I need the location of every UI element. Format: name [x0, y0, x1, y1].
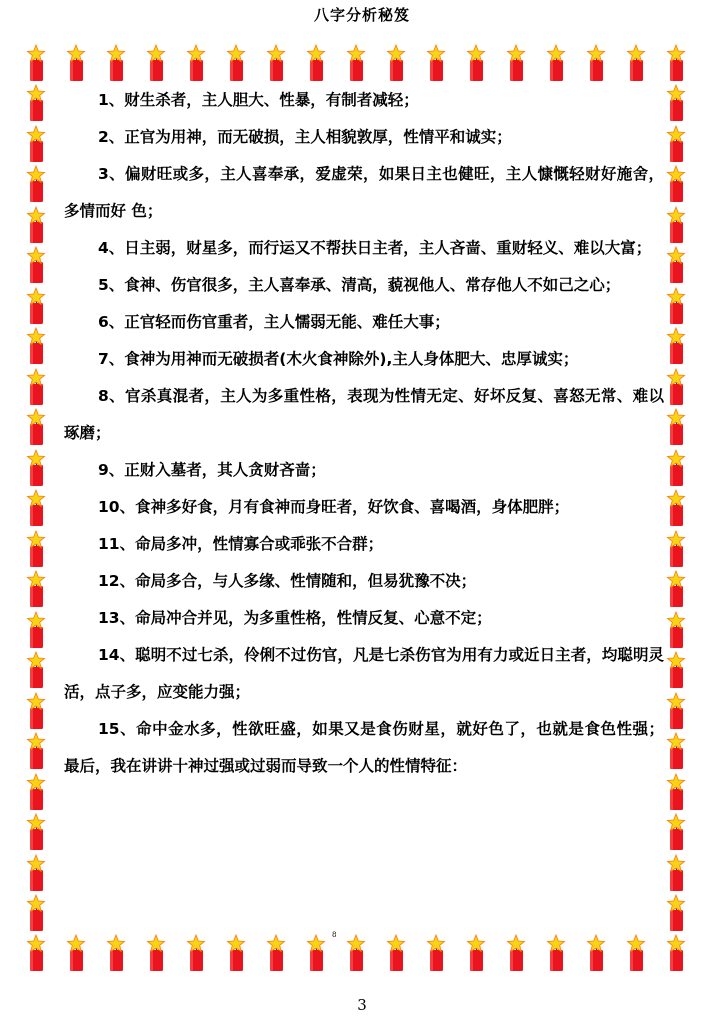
candle-with-star-icon — [662, 287, 690, 325]
candle-with-star-icon — [22, 246, 50, 284]
candle-with-star-icon — [22, 287, 50, 325]
candle-with-star-icon — [542, 934, 570, 972]
candle-with-star-icon — [102, 934, 130, 972]
candle-with-star-icon — [662, 570, 690, 608]
candle-with-star-icon — [22, 934, 50, 972]
paragraph-13: 13、命局冲合并见，为多重性格，性情反复、心意不定； — [98, 609, 492, 627]
candle-with-star-icon — [22, 44, 50, 82]
candle-with-star-icon — [582, 44, 610, 82]
paragraph-3: 3、偏财旺或多，主人喜奉承，爱虚荣，如果日主也健旺，主人慷慨轻财好施舍，多情而好 色； — [64, 165, 664, 220]
candle-with-star-icon — [422, 44, 450, 82]
candle-with-star-icon — [262, 44, 290, 82]
candle-with-star-icon — [182, 44, 210, 82]
candle-with-star-icon — [22, 894, 50, 932]
candle-with-star-icon — [662, 530, 690, 568]
candle-with-star-icon — [662, 125, 690, 163]
candle-with-star-icon — [662, 611, 690, 649]
paragraph-4: 4、日主弱，财星多，而行运又不帮扶日主者，主人吝啬、重财轻义、难以大富； — [98, 239, 652, 257]
candle-with-star-icon — [22, 530, 50, 568]
candle-with-star-icon — [22, 732, 50, 770]
candle-with-star-icon — [662, 773, 690, 811]
candle-with-star-icon — [22, 327, 50, 365]
paragraph-2: 2、正官为用神，而无破损，主人相貌敦厚，性情平和诚实； — [98, 128, 512, 146]
candle-with-star-icon — [662, 84, 690, 122]
candle-with-star-icon — [22, 125, 50, 163]
candle-with-star-icon — [662, 732, 690, 770]
paragraph-9: 9、正财入墓者，其人贪财吝啬； — [98, 461, 326, 479]
candle-with-star-icon — [662, 206, 690, 244]
candle-with-star-icon — [22, 611, 50, 649]
candle-with-star-icon — [22, 813, 50, 851]
candle-with-star-icon — [422, 934, 450, 972]
candle-with-star-icon — [662, 651, 690, 689]
candle-with-star-icon — [662, 489, 690, 527]
paragraph-1: 1、财生杀者，主人胆大、性暴，有制者减轻； — [98, 91, 419, 109]
candle-with-star-icon — [142, 44, 170, 82]
candle-with-star-icon — [662, 44, 690, 82]
candle-with-star-icon — [22, 206, 50, 244]
candle-with-star-icon — [22, 651, 50, 689]
footnote-mark: 8 — [332, 931, 337, 939]
paragraph-15: 15、命中金水多，性欲旺盛，如果又是食伤财星，就好色了，也就是食色性强； 最后，我在讲讲十神过强或过弱而导致一个人的性情特征： — [64, 720, 664, 775]
candle-with-star-icon — [662, 165, 690, 203]
candle-with-star-icon — [22, 773, 50, 811]
paragraph-5: 5、食神、伤官很多，主人喜奉承、清高，藐视他人、常存他人不如己之心； — [98, 276, 621, 294]
candle-with-star-icon — [382, 934, 410, 972]
paragraph-6: 6、正官轻而伤官重者，主人懦弱无能、难任大事； — [98, 313, 450, 331]
candle-with-star-icon — [662, 934, 690, 972]
document-body — [64, 82, 664, 785]
candle-with-star-icon — [22, 408, 50, 446]
candle-with-star-icon — [222, 934, 250, 972]
candle-with-star-icon — [662, 368, 690, 406]
candle-with-star-icon — [102, 44, 130, 82]
candle-with-star-icon — [22, 489, 50, 527]
candle-with-star-icon — [342, 934, 370, 972]
candle-with-star-icon — [22, 570, 50, 608]
candle-with-star-icon — [662, 327, 690, 365]
candle-with-star-icon — [662, 813, 690, 851]
candle-with-star-icon — [622, 44, 650, 82]
candle-with-star-icon — [62, 44, 90, 82]
candle-with-star-icon — [262, 934, 290, 972]
candle-with-star-icon — [222, 44, 250, 82]
candle-with-star-icon — [662, 692, 690, 730]
candle-with-star-icon — [22, 692, 50, 730]
candle-with-star-icon — [462, 934, 490, 972]
paragraph-14: 14、聪明不过七杀，伶俐不过伤官，凡是七杀伤官为用有力或近日主者，均聪明灵活，点子多，应变能力强； — [64, 646, 664, 701]
paragraph-12: 12、命局多合，与人多缘、性情随和，但易犹豫不决； — [98, 572, 477, 590]
candle-with-star-icon — [542, 44, 570, 82]
candle-with-star-icon — [662, 854, 690, 892]
paragraph-8: 8、官杀真混者，主人为多重性格，表现为性情无定、好坏反复、喜怒无常、难以琢磨； — [64, 387, 664, 442]
candle-with-star-icon — [302, 44, 330, 82]
paragraph-11: 11、命局多冲，性情寡合或乖张不合群； — [98, 535, 384, 553]
candle-with-star-icon — [62, 934, 90, 972]
candle-with-star-icon — [502, 44, 530, 82]
paragraph-7: 7、食神为用神而无破损者(木火食神除外),主人身体肥大、忠厚诚实； — [98, 350, 579, 368]
candle-with-star-icon — [622, 934, 650, 972]
candle-with-star-icon — [462, 44, 490, 82]
page-number: 3 — [357, 996, 367, 1014]
candle-with-star-icon — [22, 449, 50, 487]
paragraph-10: 10、食神多好食，月有食神而身旺者，好饮食、喜喝酒，身体肥胖； — [98, 498, 570, 516]
candle-with-star-icon — [662, 449, 690, 487]
candle-with-star-icon — [22, 84, 50, 122]
candle-with-star-icon — [662, 894, 690, 932]
candle-with-star-icon — [382, 44, 410, 82]
page-title: 八字分析秘笈 — [313, 6, 410, 24]
candle-with-star-icon — [662, 408, 690, 446]
candle-with-star-icon — [22, 368, 50, 406]
candle-with-star-icon — [22, 854, 50, 892]
candle-with-star-icon — [142, 934, 170, 972]
candle-with-star-icon — [502, 934, 530, 972]
candle-with-star-icon — [662, 246, 690, 284]
candle-with-star-icon — [302, 934, 330, 972]
candle-with-star-icon — [182, 934, 210, 972]
candle-with-star-icon — [582, 934, 610, 972]
candle-with-star-icon — [22, 165, 50, 203]
candle-with-star-icon — [342, 44, 370, 82]
